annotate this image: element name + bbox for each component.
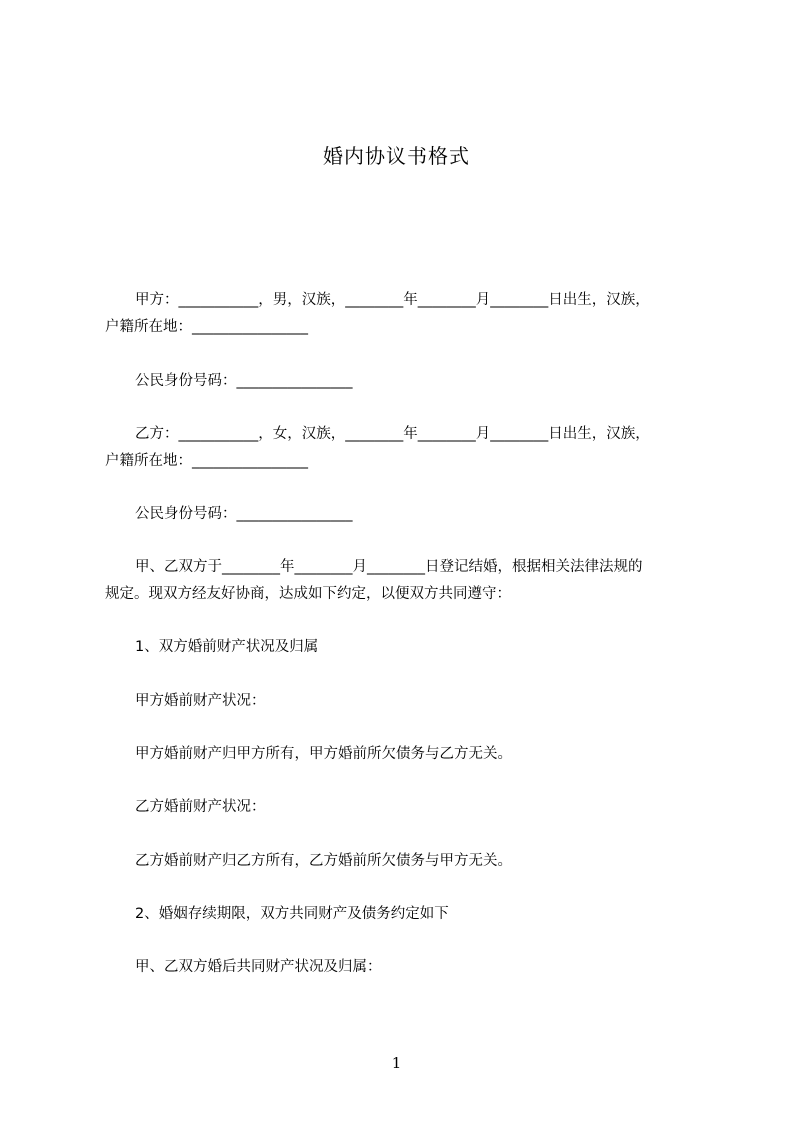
party-a-id-paragraph [105,368,705,395]
paragraph-line: 甲、乙双方于________年________月________日登记结婚，根据相关法律法规的 [135,559,643,575]
party-b-id-paragraph [105,501,705,528]
paragraph-line: 公民身份号码：________________ [135,506,353,522]
paragraph-line: 乙方婚前财产状况： [135,799,266,815]
joint-property-heading [105,954,705,981]
paragraph-line: 公民身份号码：________________ [135,373,353,389]
marriage-registration-paragraph [105,554,705,608]
paragraph-line: 2、婚姻存续期限，双方共同财产及债务约定如下 [135,906,449,922]
paragraph-line: 甲、乙双方婚后共同财产状况及归属： [135,959,382,975]
paragraph-line: 甲方婚前财产状况： [135,693,266,709]
page-number: 1 [391,1054,402,1072]
paragraph-line: 户籍所在地：________________ [105,319,308,335]
party-b-premarital-property-paragraph [105,848,705,875]
party-a-premarital-property-paragraph [105,741,705,768]
section-heading-1 [105,634,705,661]
paragraph-line: 户籍所在地：________________ [105,453,308,469]
party-b-premarital-property-heading [105,794,705,821]
paragraph-line: 乙方：___________，女，汉族，________年________月________日出生，汉族， [135,426,650,442]
party-a-premarital-property-heading [105,688,705,715]
paragraph-line: 1、双方婚前财产状况及归属 [135,639,319,655]
paragraph-line: 甲方：___________，男，汉族，________年________月________日出生，汉族， [135,292,650,308]
paragraph-line: 甲方婚前财产归甲方所有，甲方婚前所欠债务与乙方无关。 [135,746,512,762]
paragraph-line: 规定。现双方经友好协商，达成如下约定，以便双方共同遵守： [105,586,511,602]
section-heading-2 [105,901,705,928]
document-title: 婚内协议书格式 [323,144,470,168]
party-a-info-paragraph [105,287,705,341]
party-b-info-paragraph [105,421,705,475]
paragraph-line: 乙方婚前财产归乙方所有，乙方婚前所欠债务与甲方无关。 [135,853,512,869]
